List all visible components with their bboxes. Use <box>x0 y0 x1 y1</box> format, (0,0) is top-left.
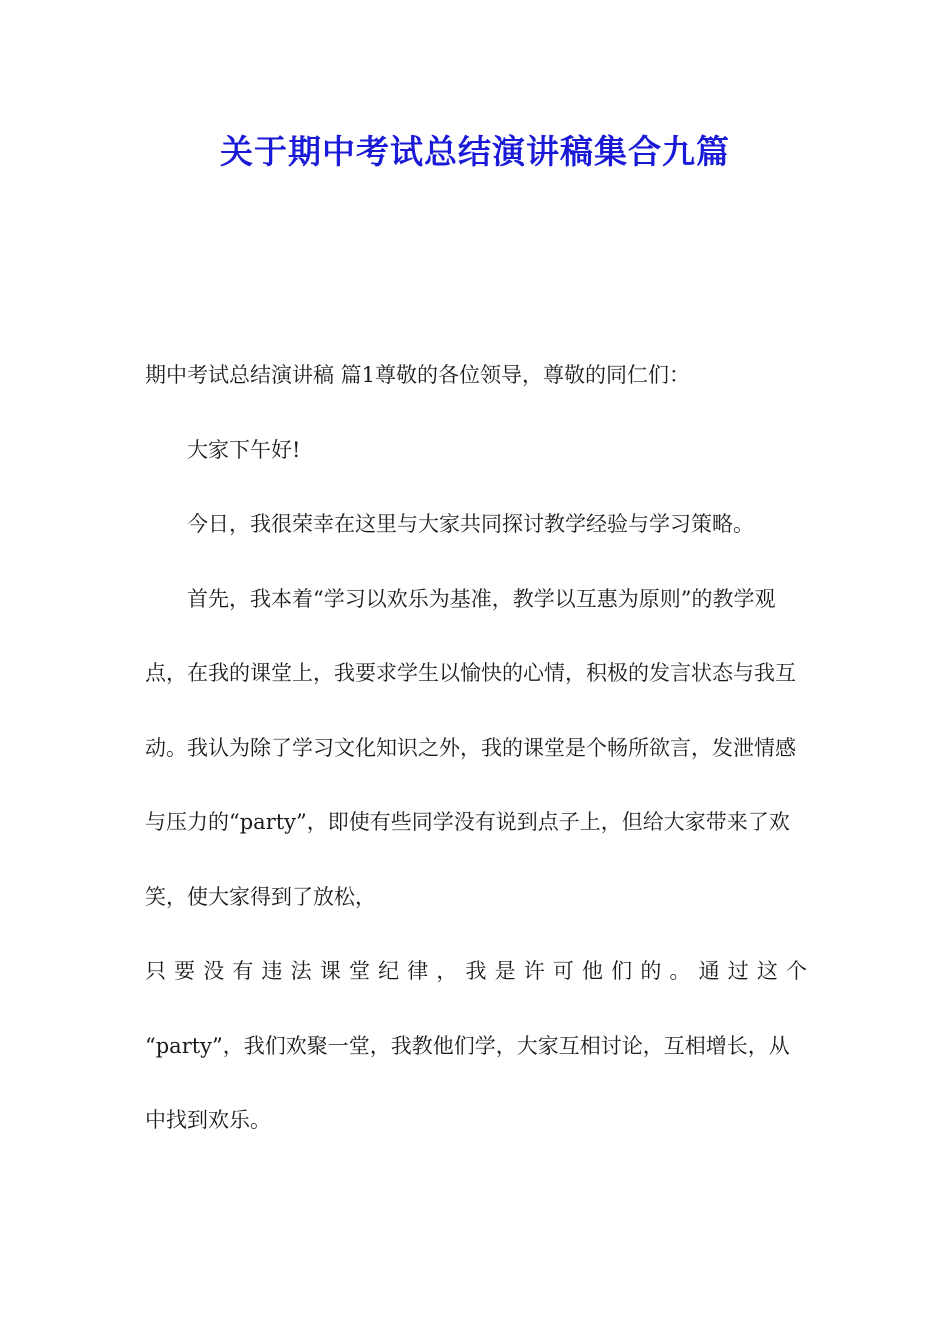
paragraph-greeting: 大家下午好! <box>187 437 301 462</box>
document-body <box>145 338 807 1158</box>
paragraph-first-point: 首先，我本着“学习以欢乐为基准，教学以互惠为原则”的教学观点，在我的课堂上，我要求学生以愉快的心情，积极的发言状态与我互动。我认为除了学习文化知识之外，我的课堂是个畅所欲言，发泄情感与压力的“party”，即使有些同学没有说到点子上，但给大家带来了欢笑，使大家得到了放松， <box>145 586 796 909</box>
paragraph-opening: 期中考试总结演讲稿 篇1尊敬的各位领导，尊敬的同仁们： <box>145 363 691 387</box>
paragraph-first-point-closing: “party”，我们欢聚一堂，我教他们学，大家互相讨论，互相增长，从中找到欢乐。 <box>145 1033 790 1132</box>
document-title: 关于期中考试总结演讲稿集合九篇 <box>220 132 730 171</box>
paragraph-first-point-continued: 只要没有违法课堂纪律，我是许可他们的。通过这个 <box>145 959 807 983</box>
paragraph-intro: 今日，我很荣幸在这里与大家共同探讨教学经验与学习策略。 <box>187 512 754 536</box>
